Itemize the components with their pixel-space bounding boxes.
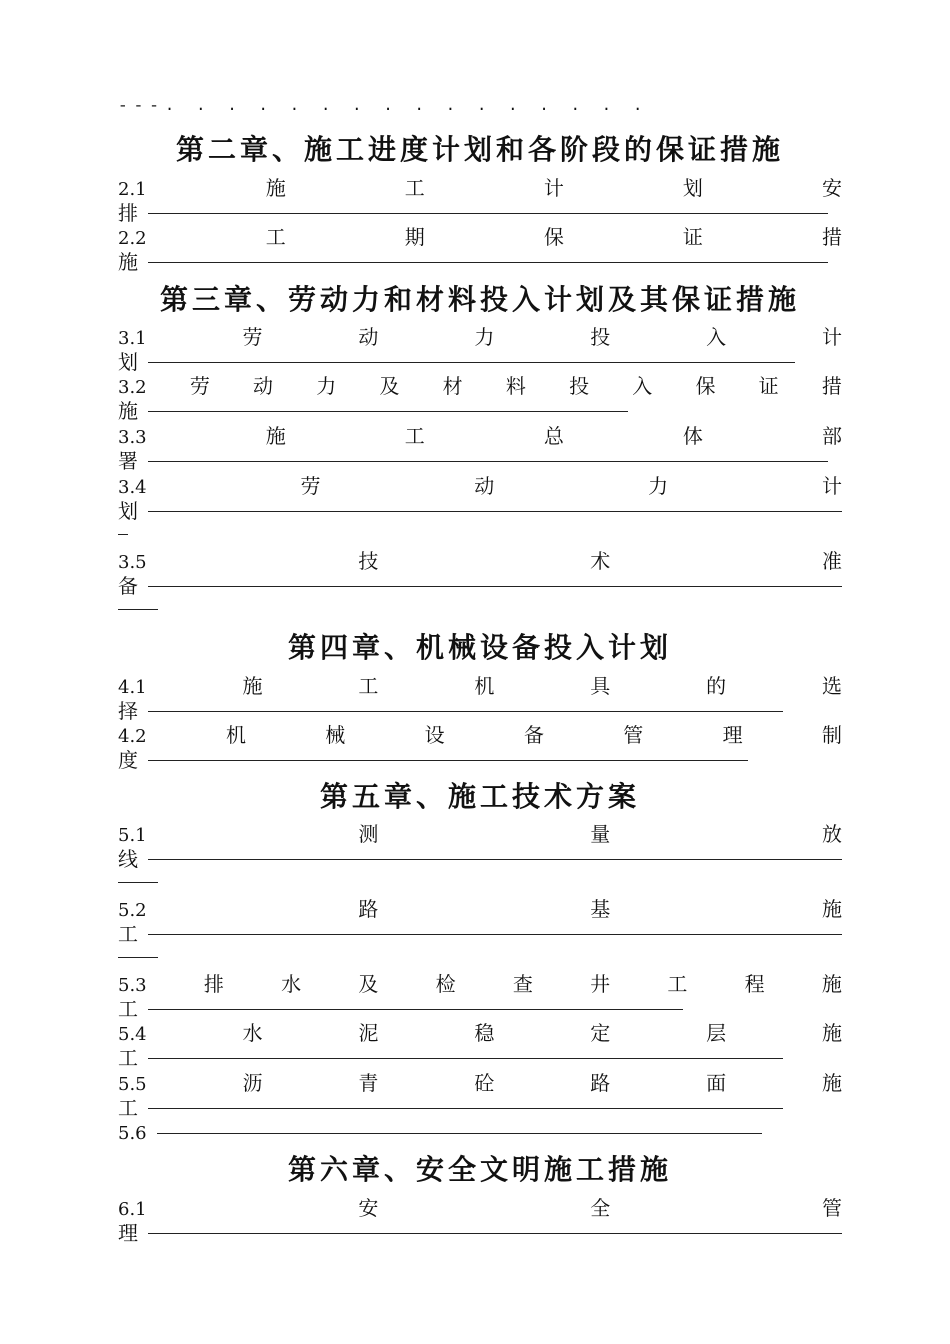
entry-title-char: 料 [505,374,526,398]
toc-entry[interactable] [118,176,842,226]
leader-line [148,1233,842,1234]
entry-title-char: 入 [632,374,653,398]
leader-line [148,511,842,512]
leader-line-overflow [118,609,158,610]
entry-title-char: 施 [821,972,842,996]
entry-title-char: 力 [648,474,669,498]
leader-line [148,262,828,263]
entry-title-char: 工 [404,176,425,200]
toc-entry[interactable] [118,1196,842,1246]
entry-title-char: 理 [118,1221,138,1245]
leader-line [148,362,795,363]
entry-title-char: 排 [203,972,224,996]
entry-title-char: 力 [316,374,337,398]
chapter-heading: 第四章、机械设备投入计划 [287,631,672,664]
toc-entry[interactable] [118,424,842,474]
leader-line [148,1058,783,1059]
chapter-heading: 第二章、施工进度计划和各阶段的保证措施 [175,133,784,166]
entry-title-char: 动 [358,325,379,349]
entry-title-char: 投 [590,325,611,349]
entry-title-char: 入 [706,325,727,349]
entry-title-char: 措 [821,374,842,398]
entry-number: 2.1 [118,179,147,200]
entry-title-char: 动 [253,374,274,398]
entry-number: 5.2 [118,900,147,921]
entry-title-char: 及 [379,374,400,398]
entry-title-char: 选 [821,674,842,698]
entry-title-char: 材 [442,374,463,398]
entry-title-char: 井 [590,972,611,996]
entry-title-char: 施 [265,424,286,448]
entry-title-char: 施 [821,1071,842,1095]
entry-title-char: 工 [118,922,138,946]
toc-entry[interactable] [118,225,842,275]
toc-entry[interactable] [118,674,842,724]
entry-title-char: 工 [358,674,379,698]
entry-number: 5.4 [118,1024,147,1045]
toc-entry[interactable] [118,1121,842,1146]
toc-entry[interactable] [118,374,842,424]
entry-title-char: 排 [118,201,138,225]
chapter-heading: 第三章、劳动力和材料投入计划及其保证措施 [159,283,800,316]
entry-title-char: 安 [358,1196,379,1220]
leader-line [148,213,828,214]
entry-title-char: 路 [358,897,379,921]
entry-title-char: 体 [682,424,703,448]
entry-number: 5.5 [118,1074,147,1095]
leader-line [148,859,842,860]
entry-title-char: 劳 [189,374,210,398]
entry-title-char: 期 [404,225,425,249]
leader-line [148,586,842,587]
entry-number: 4.2 [118,726,147,747]
leader-line [148,461,828,462]
entry-title-char: 术 [590,549,611,573]
entry-title-char: 机 [474,674,495,698]
entry-number: 2.2 [118,228,147,249]
leader-line [148,1108,783,1109]
entry-title-char: 计 [821,474,842,498]
toc-entry[interactable] [118,822,842,894]
entry-title-char: 工 [404,424,425,448]
entry-title-char: 水 [281,972,302,996]
entry-title-char: 安 [821,176,842,200]
entry-title-char: 工 [118,997,138,1021]
entry-title-char: 劳 [300,474,321,498]
entry-title-char: 划 [682,176,703,200]
entry-title-char: 管 [821,1196,842,1220]
entry-title-char: 工 [118,1046,138,1070]
entry-title-char: 部 [821,424,842,448]
entry-title-char: 面 [706,1071,727,1095]
entry-number: 3.4 [118,477,147,498]
chapter-heading: 第五章、施工技术方案 [319,780,640,813]
entry-title-char: 劳 [242,325,263,349]
entry-title-char: 工 [118,1096,138,1120]
entry-title-char: 稳 [474,1021,495,1045]
entry-title-char: 及 [358,972,379,996]
entry-title-char: 施 [265,176,286,200]
entry-title-char: 定 [590,1021,611,1045]
toc-entry[interactable] [118,474,842,546]
entry-number: 5.6 [118,1123,147,1144]
entry-title-char: 械 [325,723,346,747]
entry-title-char: 准 [821,549,842,573]
entry-title-char: 保 [543,225,564,249]
entry-title-char: 青 [358,1071,379,1095]
entry-title-char: 备 [523,723,544,747]
entry-number: 6.1 [118,1199,147,1220]
entry-title-char: 理 [722,723,743,747]
entry-title-char: 计 [543,176,564,200]
toc-entry[interactable] [118,897,842,969]
entry-title-char: 施 [821,897,842,921]
entry-title-char: 测 [358,822,379,846]
leader-line [148,1009,683,1010]
entry-title-char: 机 [225,723,246,747]
toc-entry[interactable] [118,325,842,375]
entry-title-char: 全 [590,1196,611,1220]
entry-title-char: 放 [821,822,842,846]
entry-title-char: 总 [543,424,564,448]
entry-number: 5.3 [118,975,147,996]
leader-line [148,411,628,412]
entry-title-char: 路 [590,1071,611,1095]
entry-title-char: 的 [706,674,727,698]
entry-title-char: 基 [590,897,611,921]
entry-title-char: 程 [744,972,765,996]
entry-title-char: 施 [242,674,263,698]
entry-title-char: 设 [424,723,445,747]
entry-title-char: 线 [118,847,138,871]
entry-title-char: 划 [118,499,138,523]
entry-title-char: 量 [590,822,611,846]
entry-number: 3.1 [118,328,147,349]
entry-title-char: 计 [821,325,842,349]
entry-title-char: 工 [667,972,688,996]
entry-title-char: 工 [265,225,286,249]
entry-title-char: 署 [118,449,138,473]
entry-title-char: 力 [474,325,495,349]
entry-number: 3.5 [118,552,147,573]
entry-title-char: 措 [821,225,842,249]
entry-title-char: 投 [569,374,590,398]
entry-title-char: 层 [706,1021,727,1045]
entry-title-char: 管 [623,723,644,747]
entry-title-char: 择 [118,699,138,723]
leader-line [157,1133,762,1134]
entry-title-char: 证 [682,225,703,249]
toc-entry[interactable] [118,972,842,1022]
entry-title-char: 检 [435,972,456,996]
entry-title-char: 划 [118,350,138,374]
entry-number: 5.1 [118,825,147,846]
leader-line-overflow [118,534,128,535]
entry-title-char: 保 [695,374,716,398]
leader-line [148,760,748,761]
toc-entry[interactable] [118,1021,842,1071]
entry-title-char: 技 [358,549,379,573]
entry-title-char: 具 [590,674,611,698]
entry-title-char: 施 [118,250,138,274]
entry-title-char: 泥 [358,1021,379,1045]
toc-entry[interactable] [118,723,842,773]
entry-title-char: 度 [118,748,138,772]
entry-title-char: 水 [242,1021,263,1045]
chapter-heading: 第六章、安全文明施工措施 [287,1153,672,1186]
toc-entry[interactable] [118,1071,842,1121]
leader-line-overflow [118,957,158,958]
entry-title-char: 证 [758,374,779,398]
leader-line [148,711,783,712]
entry-title-char: 施 [118,399,138,423]
entry-title-char: 制 [821,723,842,747]
entry-title-char: 查 [512,972,533,996]
entry-title-char: 动 [474,474,495,498]
entry-title-char: 砼 [474,1071,495,1095]
entry-number: 3.3 [118,427,147,448]
entry-number: 4.1 [118,677,147,698]
entry-number: 3.2 [118,377,147,398]
entry-title-char: 备 [118,574,138,598]
leader-line-overflow [118,882,158,883]
entry-title-char: 施 [821,1021,842,1045]
entry-title-char: 沥 [242,1071,263,1095]
leader-line [148,934,842,935]
top-leader-line: ---. . . . . . . . . . . . . . . . [118,97,649,115]
toc-entry[interactable] [118,549,842,621]
